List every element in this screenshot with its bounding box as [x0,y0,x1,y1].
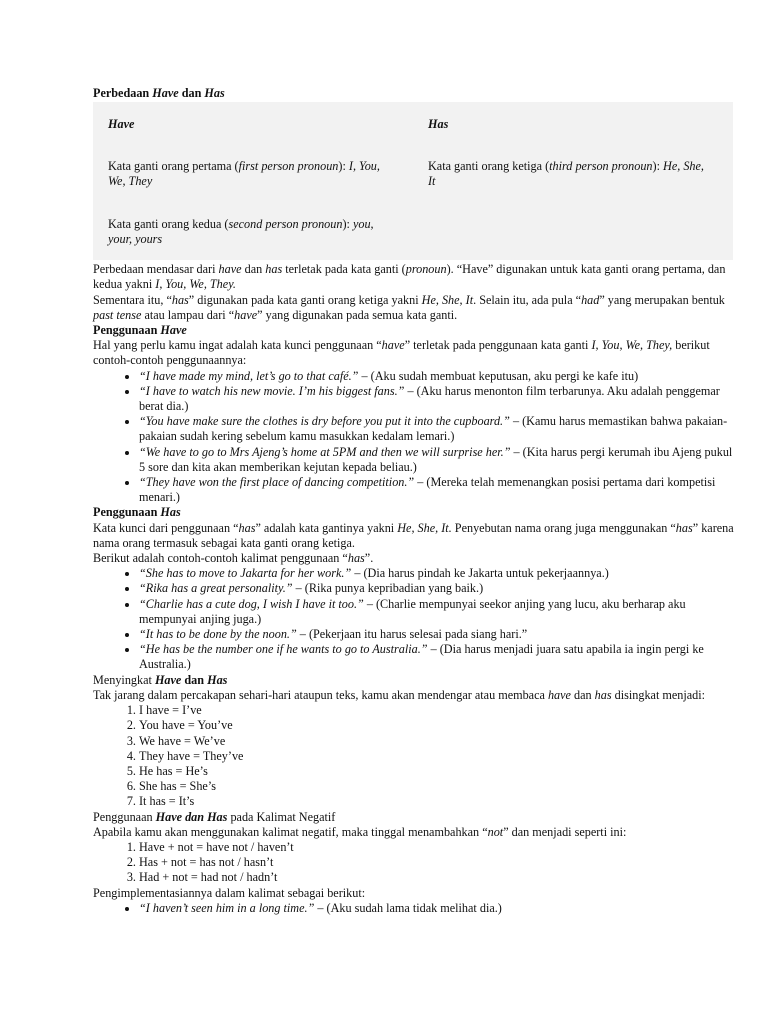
heading-contractions: Menyingkat Have dan Has [93,672,228,687]
heading-negative: Penggunaan Have dan Has pada Kalimat Negatif [93,809,336,824]
table-cell-second-person: Kata ganti orang kedua (second person pronoun): you, your, yours [108,217,374,247]
list-item: 4. They have = They’ve [139,749,738,764]
page-title: Perbedaan Have dan Has [93,86,225,100]
table-header-has: Has [428,117,449,132]
list-item: • “I have to watch his new movie. I’m his biggest fans.” – (Aku harus menonton film terbarunya. Aku adalah penggemar berat dia.) [139,384,738,414]
paragraph-has-examples-intro: Berikut adalah contoh-contoh kalimat penggunaan “has”. [93,551,374,566]
list-item: 1. Have + not = have not / haven’t [139,840,738,855]
comparison-table [93,102,733,260]
negative-examples-list [93,901,738,916]
list-item: • “We have to go to Mrs Ajeng’s home at 5PM and then we will surprise her.” – (Kita harus pergi kerumah ibu Ajeng pukul 5 sore dan kita akan memberikan kejutan kepada beliau.) [139,445,738,475]
paragraph-has-intro: Kata kunci dari penggunaan “has” adalah kata gantinya yakni He, She, It. Penyebutan nama orang juga menggunakan “has” karena nama orang termasuk sebagai kata ganti orang ketiga. [93,520,734,550]
contractions-list [93,703,738,809]
heading-has-usage: Penggunaan Has [93,505,181,520]
list-item: 6. She has = She’s [139,779,738,794]
list-item: • “I have made my mind, let’s go to that café.” – (Aku sudah membuat keputusan, aku pergi ke kafe itu) [139,369,738,384]
list-item: • “Charlie has a cute dog, I wish I have it too.” – (Charlie mempunyai seekor anjing yang lucu, aku berharap aku mempunyai anjing juga.) [139,597,738,627]
heading-have-usage: Penggunaan Have [93,323,187,338]
list-item: • “He has be the number one if he wants to go to Australia.” – (Dia harus menjadi juara satu apabila ia ingin pergi ke Australia.) [139,642,738,672]
list-item: • “She has to move to Jakarta for her work.” – (Dia harus pindah ke Jakarta untuk pekerjaannya.) [139,566,738,581]
list-item: • “It has to be done by the noon.” – (Pekerjaan itu harus selesai pada siang hari.” [139,627,738,642]
list-item: 1. I have = I’ve [139,703,738,718]
paragraph-have-intro: Hal yang perlu kamu ingat adalah kata kunci penggunaan “have” terletak pada penggunaan kata ganti I, You, We, They, berikut contoh-contoh penggunaannya: [93,338,710,368]
list-item: 5. He has = He’s [139,764,738,779]
table-cell-first-person: Kata ganti orang pertama (first person pronoun): I, You, We, They [108,159,380,189]
paragraph-has-had: Sementara itu, “has” digunakan pada kata ganti orang ketiga yakni He, She, It. Selain itu, ada pula “had” yang merupakan bentuk past tense atau lampau dari “have” yang digunakan pada semua kata ganti. [93,292,725,322]
list-item: 7. It has = It’s [139,794,738,809]
list-item: 3. We have = We’ve [139,734,738,749]
paragraph-negative-intro: Apabila kamu akan menggunakan kalimat negatif, maka tinggal menambahkan “not” dan menjadi seperti ini: [93,824,627,839]
document-page [93,86,738,916]
list-item: • “They have won the first place of dancing competition.” – (Mereka telah memenangkan posisi pertama dari kompetisi menari.) [139,475,738,505]
paragraph-contractions-intro: Tak jarang dalam percakapan sehari-hari ataupun teks, kamu akan mendengar atau membaca have dan has disingkat menjadi: [93,687,706,702]
list-item: 3. Had + not = had not / hadn’t [139,870,738,885]
table-header-have: Have [108,117,135,132]
negatives-list [93,840,738,886]
list-item: 2. You have = You’ve [139,718,738,733]
paragraph-pronoun-difference: Perbedaan mendasar dari have dan has terletak pada kata ganti (pronoun). “Have” digunakan untuk kata ganti orang pertama, dan kedua yakni I, You, We, They. [93,262,726,292]
list-item: • “You have make sure the clothes is dry before you put it into the cupboard.” – (Kamu harus memastikan bahwa pakaian-pakaian sudah kering sebelum kamu masukkan kedalam lemari.) [139,414,738,444]
has-examples-list [93,566,738,672]
list-item: • “Rika has a great personality.” – (Rika punya kepribadian yang baik.) [139,581,738,596]
list-item: 2. Has + not = has not / hasn’t [139,855,738,870]
paragraph-implementation: Pengimplementasiannya dalam kalimat sebagai berikut: [93,885,366,900]
list-item: • “I haven’t seen him in a long time.” – (Aku sudah lama tidak melihat dia.) [139,901,738,916]
table-cell-third-person: Kata ganti orang ketiga (third person pronoun): He, She, It [428,159,704,189]
have-examples-list [93,369,738,506]
